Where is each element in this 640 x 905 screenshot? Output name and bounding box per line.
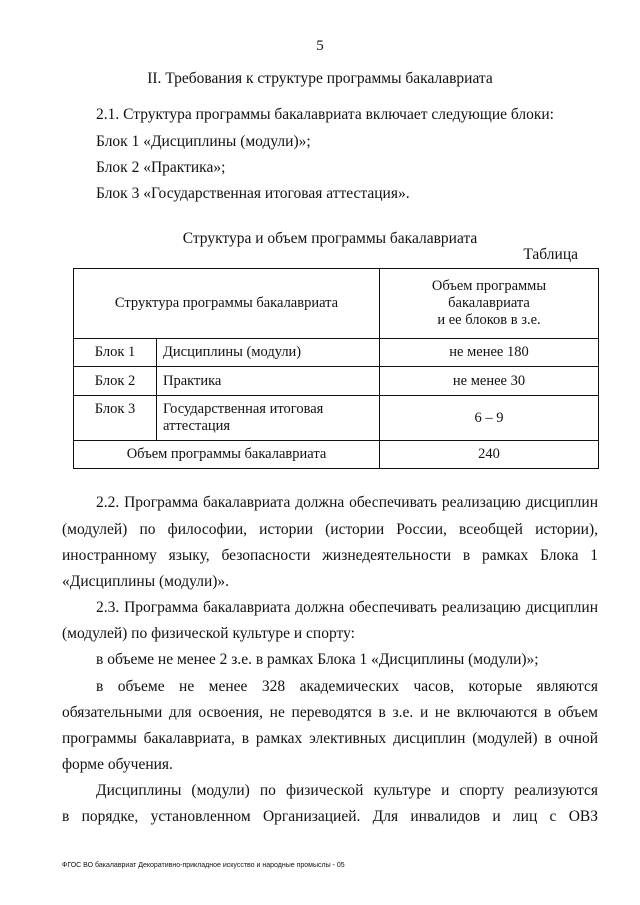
paragraph-line: в объеме не менее 328 академических часов, которые являются <box>96 678 598 695</box>
table-header-row <box>74 269 599 339</box>
total-value: 240 <box>380 441 599 469</box>
name-line: аттестация <box>163 418 231 434</box>
block2-line: Блок 2 «Практика»; <box>96 159 226 176</box>
name-line: Государственная итоговая <box>163 401 324 417</box>
intro-line: 2.1. Структура программы бакалавриата включает следующие блоки: <box>96 106 554 123</box>
header-structure: Структура программы бакалавриата <box>74 269 380 339</box>
name-cell: Практика <box>157 367 380 396</box>
paragraph-line: форме обучения. <box>62 756 173 773</box>
table-row <box>74 367 599 396</box>
paragraph-line: 2.2. Программа бакалавриата должна обеспечивать реализацию дисциплин <box>96 494 598 511</box>
total-label: Объем программы бакалавриата <box>74 441 380 469</box>
table-caption: Структура и объем программы бакалавриата <box>182 230 478 247</box>
header-volume <box>380 269 599 339</box>
structure-table <box>73 268 599 469</box>
block-cell: Блок 3 <box>74 396 157 441</box>
paragraph-line: (модулей) по физической культуре и спорту: <box>62 625 355 642</box>
table-row <box>74 339 599 367</box>
paragraph-line: иностранному языку, безопасности жизнедеятельности в рамках Блока 1 <box>62 547 598 564</box>
block-cell: Блок 2 <box>74 367 157 396</box>
block1-line: Блок 1 «Дисциплины (модули)»; <box>96 133 311 150</box>
value-cell: 6 – 9 <box>380 396 599 441</box>
header-volume-line: Объем программы <box>431 278 547 294</box>
paragraph-line: обязательными для освоения, не переводятся в з.е. и не включаются в объем <box>62 704 598 721</box>
value-cell: не менее 30 <box>380 367 599 396</box>
name-cell <box>157 396 380 441</box>
paragraph-line: 2.3. Программа бакалавриата должна обеспечивать реализацию дисциплин <box>96 599 598 616</box>
table-total-row <box>74 441 599 469</box>
paragraph-line: Дисциплины (модули) по физической культуре и спорту реализуются <box>96 782 598 799</box>
paragraph-line: в объеме не менее 2 з.е. в рамках Блока 1 «Дисциплины (модули)»; <box>96 651 539 668</box>
block3-line: Блок 3 «Государственная итоговая аттестация». <box>96 185 410 202</box>
page-footer: ФГОС ВО бакалавриат Декоративно-прикладное искусство и народные промыслы - 05 <box>62 862 345 869</box>
table-row <box>74 396 599 441</box>
paragraph-line: в порядке, установленном Организацией. Для инвалидов и лиц с ОВЗ <box>62 808 598 825</box>
block-cell: Блок 1 <box>74 339 157 367</box>
section-heading: II. Требования к структуре программы бакалавриата <box>147 70 493 87</box>
name-cell: Дисциплины (модули) <box>157 339 380 367</box>
header-volume-line: бакалавриата <box>448 295 530 311</box>
header-volume-line: и ее блоков в з.е. <box>437 312 541 328</box>
paragraph-line: (модулей) по философии, истории (истории России, всеобщей истории), <box>62 521 598 538</box>
page-number: 5 <box>316 38 324 54</box>
value-cell: не менее 180 <box>380 339 599 367</box>
paragraph-line: «Дисциплины (модули)». <box>62 573 230 590</box>
table-label: Таблица <box>523 246 578 263</box>
paragraph-line: программы бакалавриата, в рамках элективных дисциплин (модулей) в очной <box>62 730 598 747</box>
